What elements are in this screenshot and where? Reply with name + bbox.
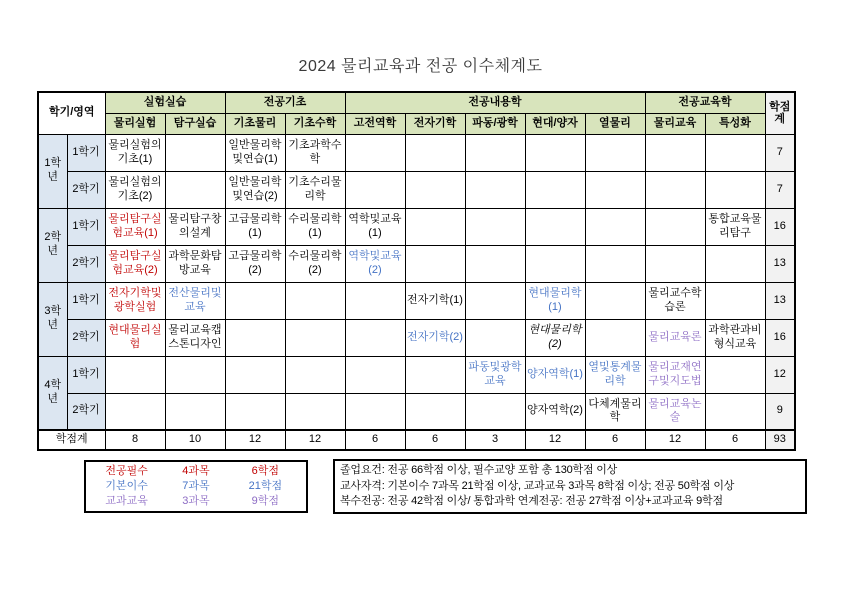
note-line-1: 교사자격: 기본이수 7과목 21학점 이상, 교과교육 3과목 8학점 이상; 전공 50학점 이상 [340,479,735,492]
semester-row [38,393,795,430]
legend-row-basic [92,479,300,494]
credit-total-row [38,430,795,450]
course-cell [405,245,465,282]
course-cell: 파동및광학교육 [465,356,525,393]
column-credit-total: 8 [105,430,165,450]
column-credit-total: 12 [225,430,285,450]
group-header-row [38,92,795,113]
group-header-experiment: 실험실습 [105,92,225,113]
group-header-education: 전공교육학 [645,92,765,113]
course-cell [585,319,645,356]
course-cell [705,282,765,319]
course-cell: 역학및교육(2) [345,245,405,282]
year-label: 1학년 [38,134,67,208]
course-cell [585,171,645,208]
course-cell: 통합교육물리탐구 [705,208,765,245]
course-cell [465,282,525,319]
credit-total-label: 학점계 [38,430,105,450]
course-cell [525,245,585,282]
semester-label: 2학기 [67,245,105,282]
semester-row [38,245,795,282]
semester-label: 2학기 [67,319,105,356]
course-cell [645,208,705,245]
semester-credit-total: 13 [765,245,795,282]
course-cell [405,208,465,245]
column-header-6: 파동/광학 [465,113,525,134]
legend-row-required [92,464,300,479]
course-cell: 전자기학(1) [405,282,465,319]
course-cell: 물리탐구창의설계 [165,208,225,245]
course-cell [525,134,585,171]
course-cell: 물리실험의기초(1) [105,134,165,171]
semester-credit-total: 7 [765,171,795,208]
column-header-3: 기초수학 [285,113,345,134]
course-cell [405,356,465,393]
course-cell [645,171,705,208]
legend-count: 3과목 [182,495,210,507]
course-cell [465,134,525,171]
course-cell [165,134,225,171]
course-cell [465,208,525,245]
course-cell: 역학및교육(1) [345,208,405,245]
course-cell: 물리교육론 [645,319,705,356]
course-cell: 물리교수학습론 [645,282,705,319]
semester-row [38,319,795,356]
course-cell [165,393,225,430]
column-header-row [38,113,795,134]
course-cell [585,282,645,319]
group-header-basics: 전공기초 [225,92,345,113]
course-cell: 일반물리학및연습(1) [225,134,285,171]
course-cell: 다체계물리학 [585,393,645,430]
course-cell [465,245,525,282]
year-label: 2학년 [38,208,67,282]
course-cell [525,208,585,245]
column-credit-total: 12 [645,430,705,450]
course-cell [705,245,765,282]
course-cell [645,245,705,282]
course-cell [225,393,285,430]
course-cell [345,134,405,171]
course-cell [285,393,345,430]
course-cell: 수리물리학(1) [285,208,345,245]
column-credit-total: 3 [465,430,525,450]
legend-label: 전공필수 [105,465,148,477]
course-cell: 현대물리학(2) [525,319,585,356]
course-cell [585,245,645,282]
table-header [38,92,795,134]
column-credit-total: 6 [585,430,645,450]
course-cell [705,393,765,430]
course-cell: 양자역학(2) [525,393,585,430]
legend-count: 7과목 [182,480,210,492]
course-cell: 고급물리학(1) [225,208,285,245]
curriculum-table [37,91,796,451]
semester-label: 2학기 [67,171,105,208]
column-header-1: 탐구실습 [165,113,225,134]
course-cell [705,134,765,171]
note-line-2: 복수전공: 전공 42학점 이상/ 통합과학 연계전공: 전공 27학점 이상+교과교육 9학점 [340,495,723,507]
semester-label: 1학기 [67,356,105,393]
legend-label: 기본이수 [105,480,148,492]
grand-total-credits: 93 [765,430,795,450]
group-header-content: 전공내용학 [345,92,645,113]
legend-credits: 21학점 [248,480,283,492]
column-credit-total: 10 [165,430,225,450]
course-cell [585,134,645,171]
semester-label: 1학기 [67,134,105,171]
column-header-8: 열물리 [585,113,645,134]
course-cell: 전자기학(2) [405,319,465,356]
page-title: 2024 물리교육과 전공 이수체계도 [298,58,543,75]
course-cell: 전자기학및광학실험 [105,282,165,319]
semester-credit-total: 7 [765,134,795,171]
course-cell: 기초과학수학 [285,134,345,171]
course-cell [345,393,405,430]
course-cell: 고급물리학(2) [225,245,285,282]
note-line-0: 졸업요건: 전공 66학점 이상, 필수교양 포함 총 130학점 이상 [340,464,618,476]
course-cell [285,319,345,356]
semester-row [38,134,795,171]
course-cell: 수리물리학(2) [285,245,345,282]
legend-row-subject [92,494,300,509]
year-label: 3학년 [38,282,67,356]
course-cell: 일반물리학및연습(2) [225,171,285,208]
course-cell [105,356,165,393]
column-header-0: 물리실험 [105,113,165,134]
course-cell: 물리탐구실험교육(2) [105,245,165,282]
table-body [38,134,795,450]
course-cell: 물리교육논술 [645,393,705,430]
course-cell: 현대물리학(1) [525,282,585,319]
legend-box [84,460,308,513]
course-cell [345,356,405,393]
semester-credit-total: 16 [765,319,795,356]
semester-label: 2학기 [67,393,105,430]
course-cell [585,208,645,245]
semester-row [38,282,795,319]
year-label: 4학년 [38,356,67,430]
semester-credit-total: 13 [765,282,795,319]
course-cell [345,282,405,319]
course-cell [405,393,465,430]
legend-credits: 6학점 [251,465,280,477]
semester-label: 1학기 [67,282,105,319]
corner-header: 학기/영역 [38,92,105,134]
course-cell [165,171,225,208]
course-cell [465,171,525,208]
notes-box [333,459,807,514]
course-cell: 물리실험의기초(2) [105,171,165,208]
course-cell [225,319,285,356]
course-cell [645,134,705,171]
course-cell: 전산물리및교육 [165,282,225,319]
course-cell: 과학관과비형식교육 [705,319,765,356]
semester-row [38,171,795,208]
course-cell [225,356,285,393]
column-credit-total: 6 [345,430,405,450]
course-cell: 양자역학(1) [525,356,585,393]
course-cell: 기초수리물리학 [285,171,345,208]
semester-row [38,356,795,393]
legend-label: 교과교육 [105,495,148,507]
column-credit-total: 6 [705,430,765,450]
legend-credits: 9학점 [251,495,280,507]
course-cell [345,319,405,356]
course-cell [465,393,525,430]
course-cell [285,282,345,319]
column-header-2: 기초물리 [225,113,285,134]
column-credit-total: 12 [525,430,585,450]
semester-credit-total: 12 [765,356,795,393]
course-cell [405,134,465,171]
semester-credit-total: 9 [765,393,795,430]
column-header-9: 물리교육 [645,113,705,134]
semester-row [38,208,795,245]
course-cell [465,319,525,356]
column-header-5: 전자기학 [405,113,465,134]
course-cell [405,171,465,208]
semester-label: 1학기 [67,208,105,245]
credit-total-header: 학점계 [765,92,795,134]
course-cell: 물리교육캡스톤디자인 [165,319,225,356]
course-cell [105,393,165,430]
course-cell [705,356,765,393]
course-cell: 현대물리실험 [105,319,165,356]
column-header-7: 현대/양자 [525,113,585,134]
legend-count: 4과목 [182,465,210,477]
column-credit-total: 6 [405,430,465,450]
course-cell [165,356,225,393]
course-cell [705,171,765,208]
course-cell [525,171,585,208]
course-cell: 물리교재연구및지도법 [645,356,705,393]
course-cell: 열및통계물리학 [585,356,645,393]
course-cell [285,356,345,393]
course-cell [345,171,405,208]
column-credit-total: 12 [285,430,345,450]
course-cell: 과학문화탐방교육 [165,245,225,282]
column-header-4: 고전역학 [345,113,405,134]
column-header-10: 특성화 [705,113,765,134]
semester-credit-total: 16 [765,208,795,245]
course-cell: 물리탐구실험교육(1) [105,208,165,245]
course-cell [225,282,285,319]
